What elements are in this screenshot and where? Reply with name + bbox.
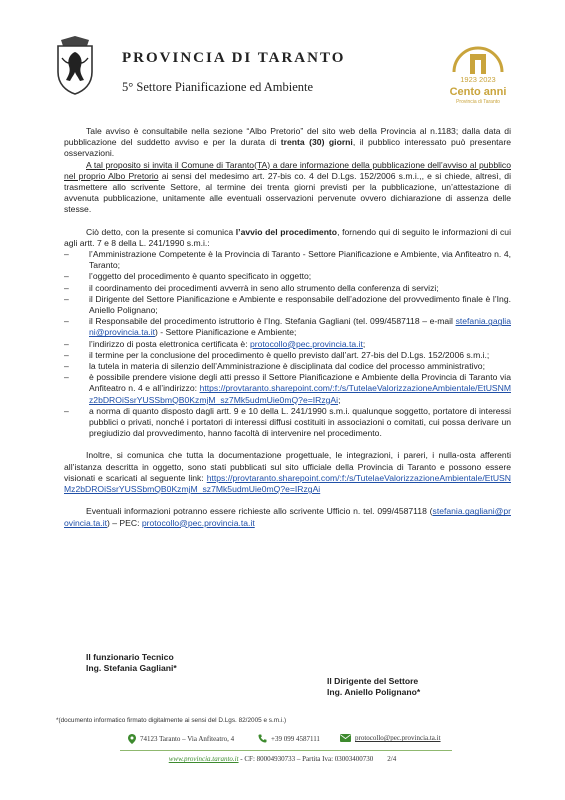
paragraph-invitation: A tal proposito si invita il Comune di Taranto(TA) a dare informazione della pubblicazione dell’avviso al pubblico nel proprio Albo Pretorio ai sensi del medesimo art. 27-bis co. 4 del D.Lgs. 152/2006 s.m.i.,, e si chiede, altresì, di trasmettere allo scrivente Settore, al termine dei trenta giorni previsti per la pubblicazione, un’attestazione di avvenuta pubblicazione, unitamente alle eventuali osservazioni pervenute ovvero dichiarazione di assenza delle stesse. [64,159,511,215]
page-footer [0,755,565,763]
footer-divider [120,750,452,751]
list-item: – a norma di quanto disposto dagli artt. 9 e 10 della L. 241/1990 s.m.i. qualunque soggetto, portatore di interessi pubblici o privati, nonché i portatori di interessi diffusi costituiti in associazioni o comitati, cui possa derivare un pregiudizio dal provvedimento, hanno facoltà di intervenire nel procedimento. [64,406,511,440]
list-item: – l’oggetto del procedimento è quanto specificato in oggetto; [64,271,511,282]
signature-director: Il Dirigente del Settore Ing. Aniello Polignano* [327,676,421,698]
list-item: – il termine per la conclusione del procedimento è quello previsto dall’art. 27-bis del D.Lgs. 152/2006 s.m.i.; [64,350,511,361]
paragraph-documentation: Inoltre, si comunica che tutta la documentazione progettuale, le integrazioni, i pareri, i nulla-osta afferenti all’istanza descritta in oggetto, sono stati pubblicati sul sito ufficiale della Provincia di Taranto e possono essere visionati e scaricati al seguente link: https://provtaranto.sharepoint.com/:f:/s/TutelaeValorizzazioneAmbientale/EtUSNMz2bDROiSsrYUSSbmQB0KzmjM_sz7Mk5udmUie0mQ?e=IRzgAi [64,450,511,495]
mail-icon [340,734,351,742]
paragraph-albo-pretorio: Tale avviso è consultabile nella sezione “Albo Pretorio” del sito web della Provincia al n.1183; dalla data di pubblicazione del suddetto avviso e per la durata di trenta (30) giorni, il pubblico interessato può presentare osservazioni. [64,126,511,159]
sharepoint-link[interactable]: https://provtaranto.sharepoint.com/:f:/s/TutelaeValorizzazioneAmbientale/EtUSNMz2bDROiSsrYUSSbmQB0KzmjM_sz7Mk5udmUie0mQ?e=IRzgAi [89,383,511,405]
procedure-info-list [64,249,511,439]
list-item: – è possibile prendere visione degli atti presso il Settore Pianificazione e Ambiente della Provincia di Taranto via Anfiteatro n. 4 e all’indirizzo: https://provtaranto.sharepoint.com/:f:/s/TutelaeValorizzazioneAmbientale/EtUSNMz2bDROiSsrYUSSbmQB0KzmjM_sz7Mk5udmUie0mQ?e=IRzgAi; [64,372,511,406]
list-item: – l’Amministrazione Competente è la Provincia di Taranto - Settore Pianificazione e Ambiente, via Anfiteatro n. 4, Taranto; [64,249,511,271]
centenary-logo [440,38,516,110]
badge-title: Cento anni [449,86,507,98]
phone-text: +39 099 4587111 [271,734,320,743]
digital-signature-note: *(documento informatico firmato digitalmente ai sensi del D.Lgs. 82/2005 e s.m.i.) [56,717,287,724]
paragraph-avvio: Ciò detto, con la presente si comunica l’avvio del procedimento, fornendo qui di seguito le informazioni di cui agli artt. 7 e 8 della L. 241/1990 s.m.i.: [64,226,511,248]
letterhead [0,0,565,120]
list-item: – l’indirizzo di posta elettronica certificata è: protocollo@pec.provincia.ta.it; [64,339,511,350]
pec-link[interactable]: protocollo@pec.provincia.ta.it [249,338,363,349]
email-link[interactable]: stefania.gagliani@provincia.ta.it [89,316,511,338]
pec-link[interactable]: protocollo@pec.provincia.ta.it [355,734,441,742]
badge-subtitle: Provincia di Taranto [456,99,500,105]
paragraph-contacts: Eventuali informazioni potranno essere richieste allo scrivente Ufficio n. tel. 099/4587118 (stefania.gagliani@provincia.ta.it) – PEC: protocollo@pec.provincia.ta.it [64,506,511,528]
phone-icon [258,734,267,743]
signature-technician: Il funzionario Tecnico Ing. Stefania Gagliani* [86,652,177,674]
tax-info: - CF: 80004930733 – Partita Iva: 03003400730 [238,755,374,763]
documentation-link[interactable]: https://provtaranto.sharepoint.com/:f:/s/TutelaeValorizzazioneAmbientale/EtUSNMz2bDROiSsrYUSSbmQB0KzmjM_sz7Mk5udmUie0mQ?e=IRzgAi [64,472,511,495]
list-item: – il Dirigente del Settore Pianificazione e Ambiente e responsabile dell’adozione del provvedimento finale è l’Ing. Aniello Polignano; [64,294,511,316]
website-link[interactable]: www.provincia.taranto.it [168,755,239,763]
department-subtitle: 5° Settore Pianificazione ed Ambiente [122,80,314,94]
list-item: – la tutela in materia di silenzio dell’Amministrazione è disciplinata dal codice del processo amministrativo; [64,361,511,372]
badge-years: 1923 2023 [460,75,496,84]
location-pin-icon [128,734,136,744]
letter-body [64,126,511,529]
list-item: – il coordinamento dei procedimenti avverrà in seno allo strumento della conferenza di servizi; [64,283,511,294]
contact-bar [0,731,565,747]
pec-link[interactable]: protocollo@pec.provincia.ta.it [141,517,255,528]
province-title: PROVINCIA DI TARANTO [122,50,346,66]
list-item: – il Responsabile del procedimento istruttorio è l’Ing. Stefania Gagliani (tel. 099/4587118 – e-mail stefania.gagliani@provincia.ta.it) - Settore Pianificazione e Ambiente; [64,316,511,338]
page-number: 2/4 [387,755,397,763]
address-text: 74123 Taranto – Via Anfiteatro, 4 [140,735,235,743]
province-crest-icon [52,36,98,96]
email-link[interactable]: stefania.gagliani@provincia.ta.it [64,506,511,528]
